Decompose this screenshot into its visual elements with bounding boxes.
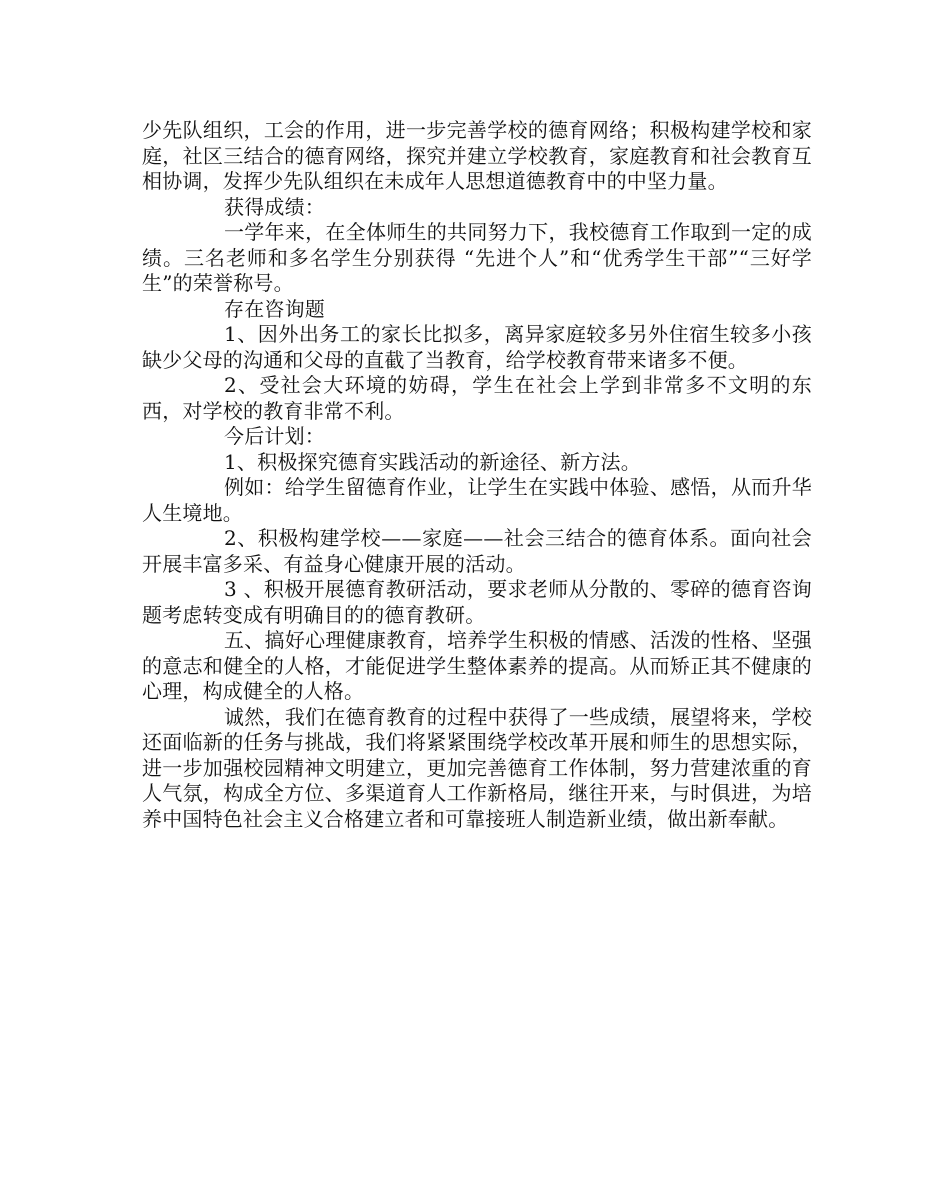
paragraph-plan-2: 2、积极构建学校——家庭——社会三结合的德育体系。面向社会开展丰富多采、有益身心健康开展的活动。 <box>142 526 812 576</box>
heading-problems: 存在咨询题 <box>224 296 325 321</box>
paragraph-problem-2: 2、受社会大环境的妨碍，学生在社会上学到非常多不文明的东西，对学校的教育非常不利。 <box>142 373 812 423</box>
paragraph-plan-5: 五、搞好心理健康教育，培养学生积极的情感、活泼的性格、坚强的意志和健全的人格，才能促进学生整体素养的提高。从而矫正其不健康的心理，构成健全的人格。 <box>142 628 812 703</box>
paragraph-achievements: 一学年来，在全体师生的共同努力下，我校德育工作取到一定的成绩。三名老师和多名学生分别获得 “先进个人”和“优秀学生干部”“三好学生”的荣誉称号。 <box>142 220 812 295</box>
paragraph-plan-1: 1、积极探究德育实践活动的新途径、新方法。 <box>224 449 641 474</box>
paragraph-problem-1: 1、因外出务工的家长比拟多，离异家庭较多另外住宿生较多小孩缺少父母的沟通和父母的直截了当教育，给学校教育带来诸多不便。 <box>142 322 812 372</box>
heading-plans: 今后计划： <box>224 424 325 448</box>
paragraph-conclusion: 诚然，我们在德育教育的过程中获得了一些成绩，展望将来，学校还面临新的任务与挑战，我们将紧紧围绕学校改革开展和师生的思想实际，进一步加强校园精神文明建立，更加完善德育工作体制，努力营建浓重的育人气氛，构成全方位、多渠道育人工作新格局，继往开来，与时俱进，为培养中国特色社会主义合格建立者和可靠接班人制造新业绩，做出新奉献。 <box>142 704 812 831</box>
paragraph-plan-example: 例如：给学生留德育作业，让学生在实践中体验、感悟，从而升华人生境地。 <box>142 475 812 525</box>
heading-achievements: 获得成绩： <box>224 194 325 219</box>
paragraph-plan-3: 3 、积极开展德育教研活动，要求老师从分散的、零碎的德育咨询题考虑转变成有明确目的的德育教研。 <box>142 577 812 627</box>
document-body <box>142 118 812 832</box>
paragraph-1: 少先队组织，工会的作用，进一步完善学校的德育网络；积极构建学校和家庭，社区三结合的德育网络，探究并建立学校教育，家庭教育和社会教育互相协调，发挥少先队组织在未成年人思想道德教育中的中坚力量。 <box>142 118 812 193</box>
